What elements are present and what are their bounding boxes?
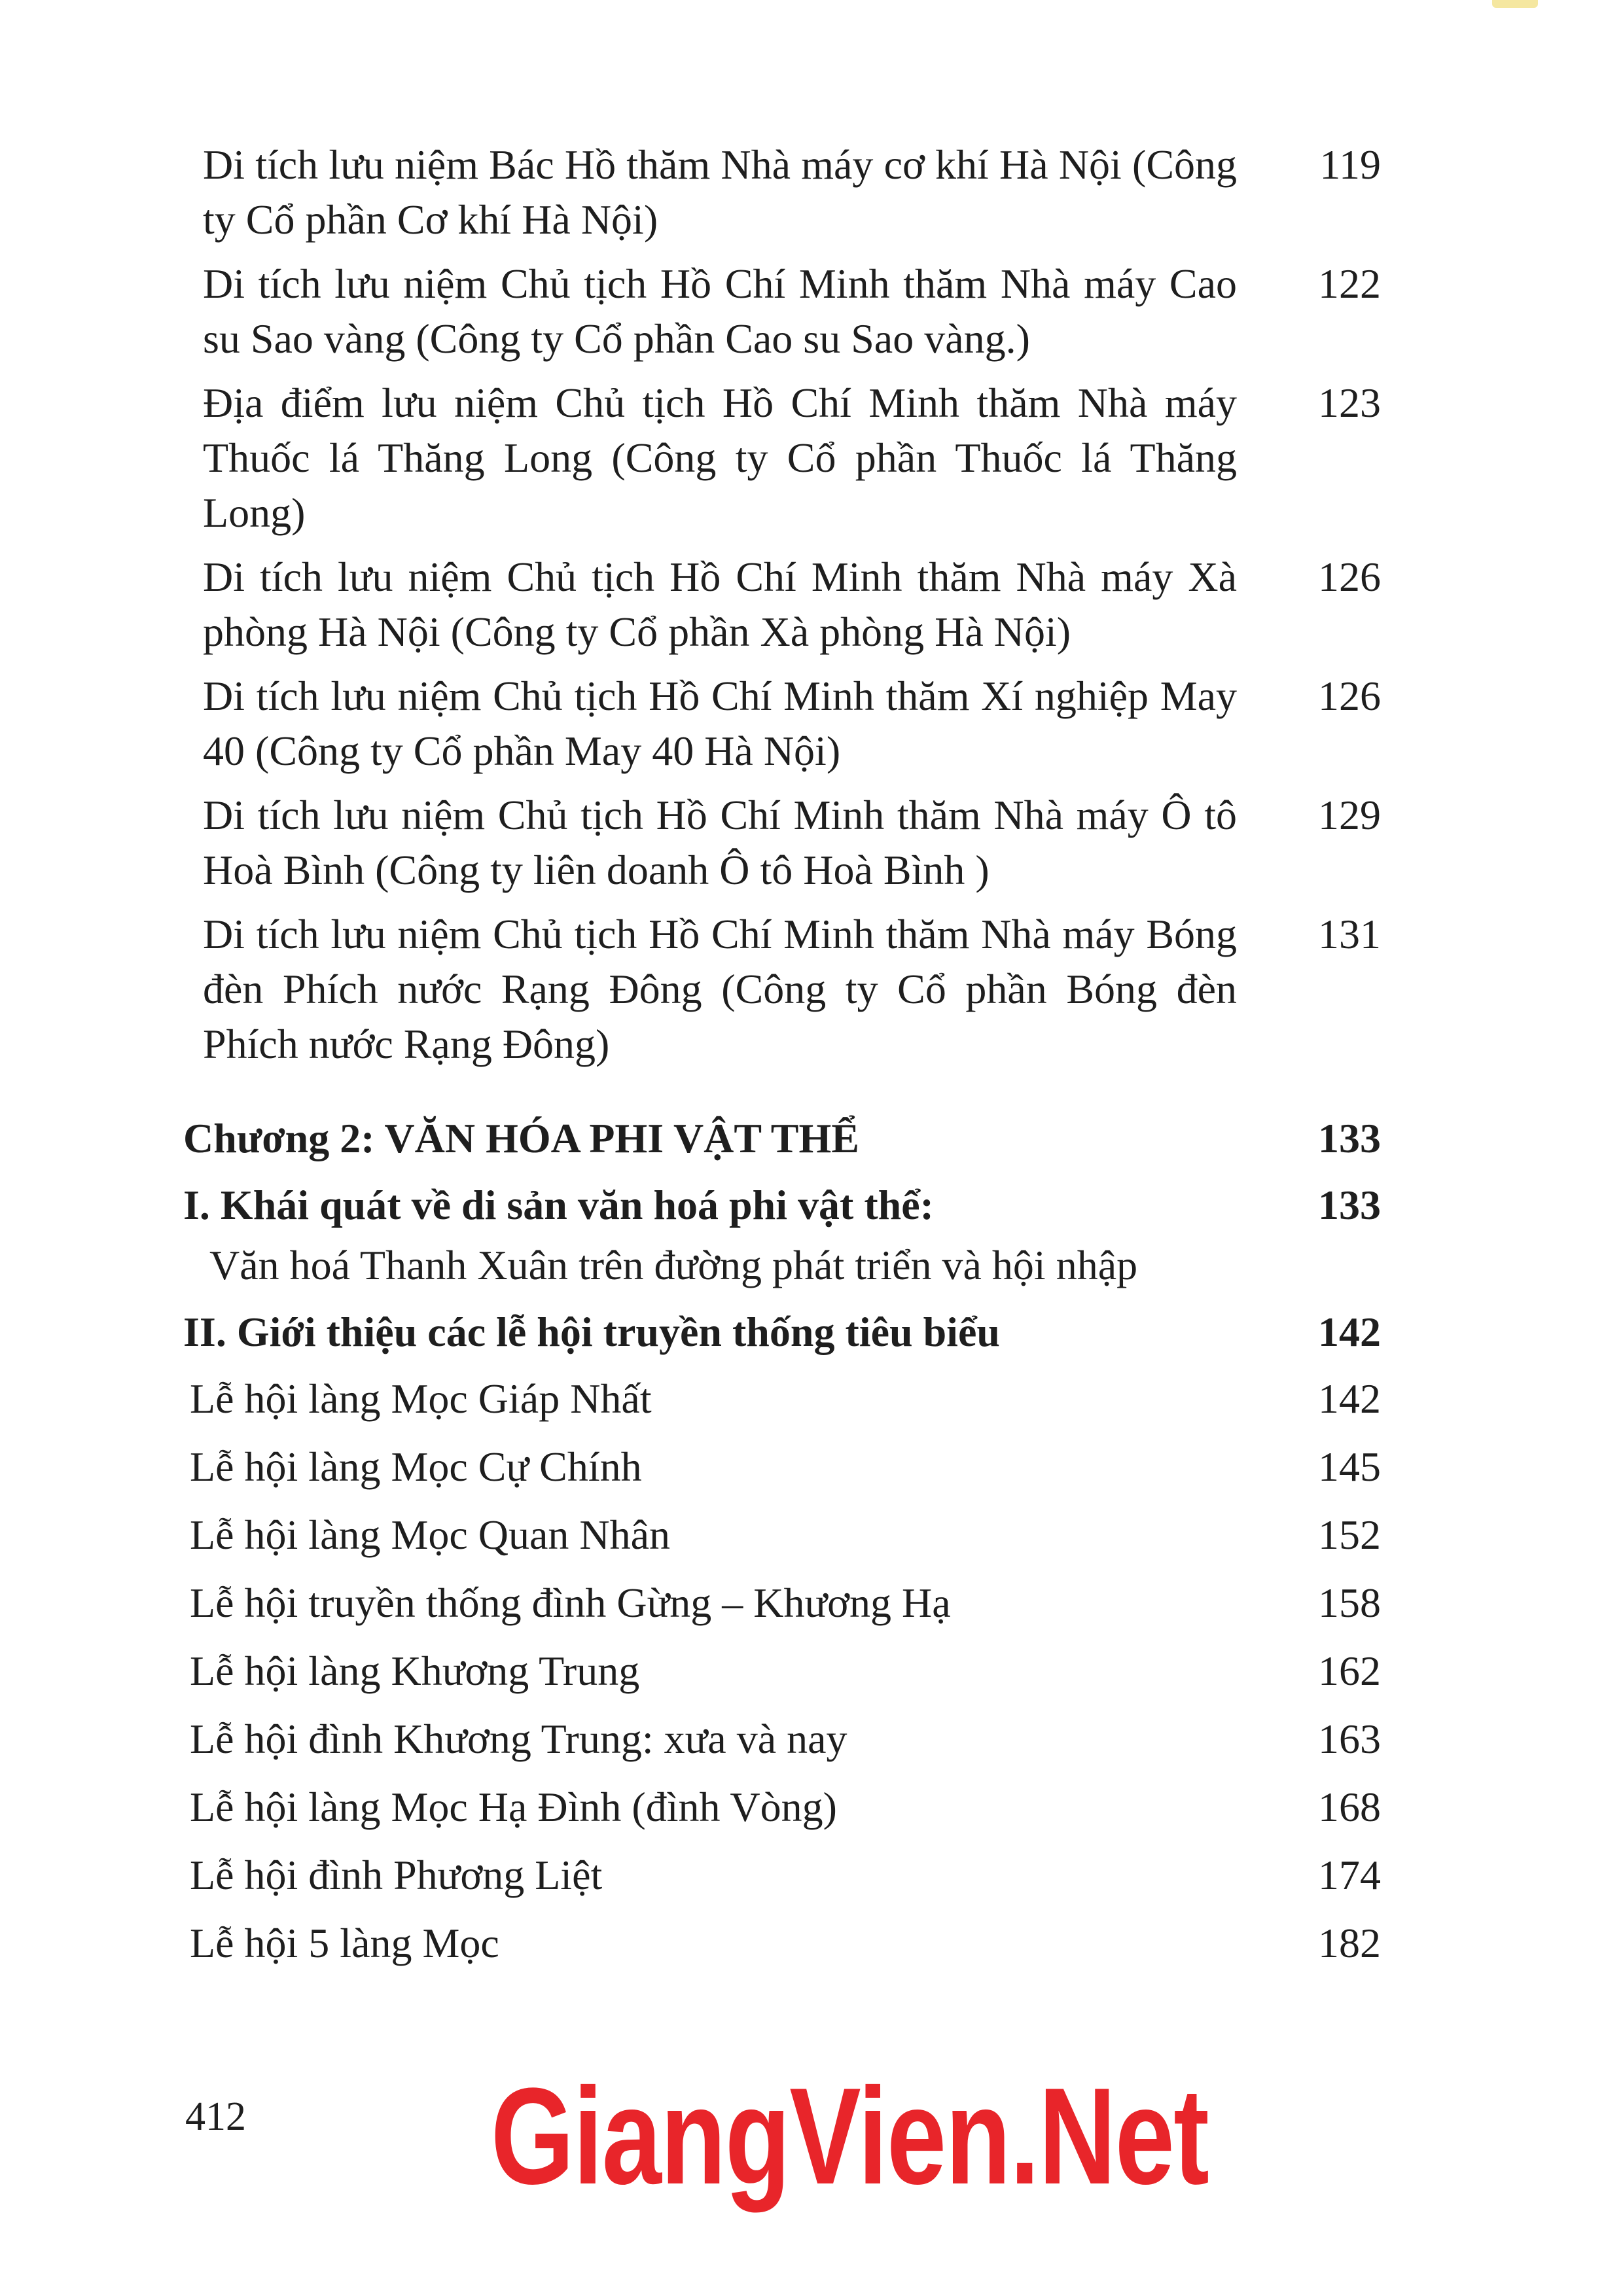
toc-entry-page: 182: [1318, 1920, 1381, 1966]
toc-entry: [183, 907, 1381, 1072]
toc-entry-title: Di tích lưu niệm Bác Hồ thăm Nhà máy cơ khí Hà Nội (Công ty Cổ phần Cơ khí Hà Nội): [203, 141, 1237, 243]
page-number: 412: [185, 2094, 246, 2139]
corner-highlight-mark: [1492, 0, 1538, 8]
toc-entry-title: Lễ hội truyền thống đình Gừng – Khương Hạ: [190, 1580, 951, 1626]
toc-entry: [183, 1576, 1381, 1631]
toc-entry: [183, 1848, 1381, 1903]
toc-entry: [183, 256, 1381, 366]
chapter-page: 133: [1318, 1115, 1381, 1161]
toc-entry: [183, 1712, 1381, 1767]
toc-entry: [183, 1371, 1381, 1426]
toc-entry-title: Lễ hội làng Mọc Hạ Đình (đình Vòng): [190, 1784, 837, 1830]
toc-entry-page: 119: [1319, 141, 1381, 188]
toc-entry-title: Di tích lưu niệm Chủ tịch Hồ Chí Minh thăm Xí nghiệp May 40 (Công ty Cổ phần May 40 Hà Nội): [203, 673, 1237, 774]
toc-entry-title: Lễ hội làng Mọc Quan Nhân: [190, 1511, 671, 1558]
toc-entry: [183, 1916, 1381, 1971]
section-page: 133: [1318, 1182, 1381, 1228]
section-title: I. Khái quát về di sản văn hoá phi vật thể:: [183, 1182, 934, 1228]
toc-entry-page: 131: [1318, 911, 1381, 957]
toc-section-heading: [183, 1178, 1381, 1233]
toc-entry-page: 168: [1318, 1784, 1381, 1830]
toc-entry: [183, 1439, 1381, 1494]
toc-entry: [183, 1508, 1381, 1563]
toc-entry-title: Lễ hội làng Mọc Cự Chính: [190, 1443, 642, 1490]
toc-entry-page: 126: [1318, 554, 1381, 600]
toc-entry-title: Lễ hội 5 làng Mọc: [190, 1920, 499, 1966]
toc-entry-page: 163: [1318, 1716, 1381, 1762]
chapter-title: Chương 2: VĂN HÓA PHI VẬT THỂ: [183, 1115, 859, 1161]
toc-entry-page: 162: [1318, 1648, 1381, 1694]
toc-entry: [183, 550, 1381, 660]
toc-entry-title: Lễ hội đình Phương Liệt: [190, 1852, 603, 1898]
toc-entry-page: 123: [1318, 380, 1381, 426]
toc-entry-page: 158: [1318, 1580, 1381, 1626]
toc-entry-title: Lễ hội làng Khương Trung: [190, 1648, 640, 1694]
toc-entry-title: Di tích lưu niệm Chủ tịch Hồ Chí Minh thăm Nhà máy Bóng đèn Phích nước Rạng Đông (Công ty Cổ phần Bóng đèn Phích nước Rạng Đông): [203, 911, 1237, 1067]
section-page: 142: [1318, 1309, 1381, 1355]
toc-entry: [183, 1780, 1381, 1835]
toc-entry-page: 129: [1318, 792, 1381, 838]
table-of-contents: [183, 137, 1381, 1984]
toc-entry-title: Di tích lưu niệm Chủ tịch Hồ Chí Minh thăm Nhà máy Cao su Sao vàng (Công ty Cổ phần Cao su Sao vàng.): [203, 260, 1237, 362]
section-subtitle: Văn hoá Thanh Xuân trên đường phát triển và hội nhập: [209, 1242, 1138, 1288]
toc-entry-title: Di tích lưu niệm Chủ tịch Hồ Chí Minh thăm Nhà máy Ô tô Hoà Bình (Công ty liên doanh Ô tô Hoà Bình ): [203, 792, 1237, 893]
toc-entry-title: Địa điểm lưu niệm Chủ tịch Hồ Chí Minh thăm Nhà máy Thuốc lá Thăng Long (Công ty Cổ phần Thuốc lá Thăng Long): [203, 380, 1237, 536]
watermark-logo: GiangVien.Net: [491, 2059, 1209, 2213]
toc-entry-page: 142: [1318, 1375, 1381, 1422]
toc-entry-page: 145: [1318, 1443, 1381, 1490]
toc-chapter-heading: [183, 1111, 1381, 1166]
toc-entry-page: 126: [1318, 673, 1381, 719]
toc-section-heading: [183, 1305, 1381, 1360]
toc-entry: [183, 788, 1381, 898]
toc-entry-title: Lễ hội đình Khương Trung: xưa và nay: [190, 1716, 847, 1762]
toc-entry-page: 152: [1318, 1511, 1381, 1558]
toc-entry: [183, 669, 1381, 779]
toc-entry-page: 122: [1318, 260, 1381, 307]
toc-entry: [183, 376, 1381, 540]
section-title: II. Giới thiệu các lễ hội truyền thống tiêu biểu: [183, 1309, 1000, 1355]
toc-entry-page: 174: [1318, 1852, 1381, 1898]
toc-entry: [183, 137, 1381, 247]
toc-entry-title: Lễ hội làng Mọc Giáp Nhất: [190, 1375, 652, 1422]
toc-entry-title: Di tích lưu niệm Chủ tịch Hồ Chí Minh thăm Nhà máy Xà phòng Hà Nội (Công ty Cổ phần Xà phòng Hà Nội): [203, 554, 1237, 655]
toc-entry: [183, 1644, 1381, 1699]
